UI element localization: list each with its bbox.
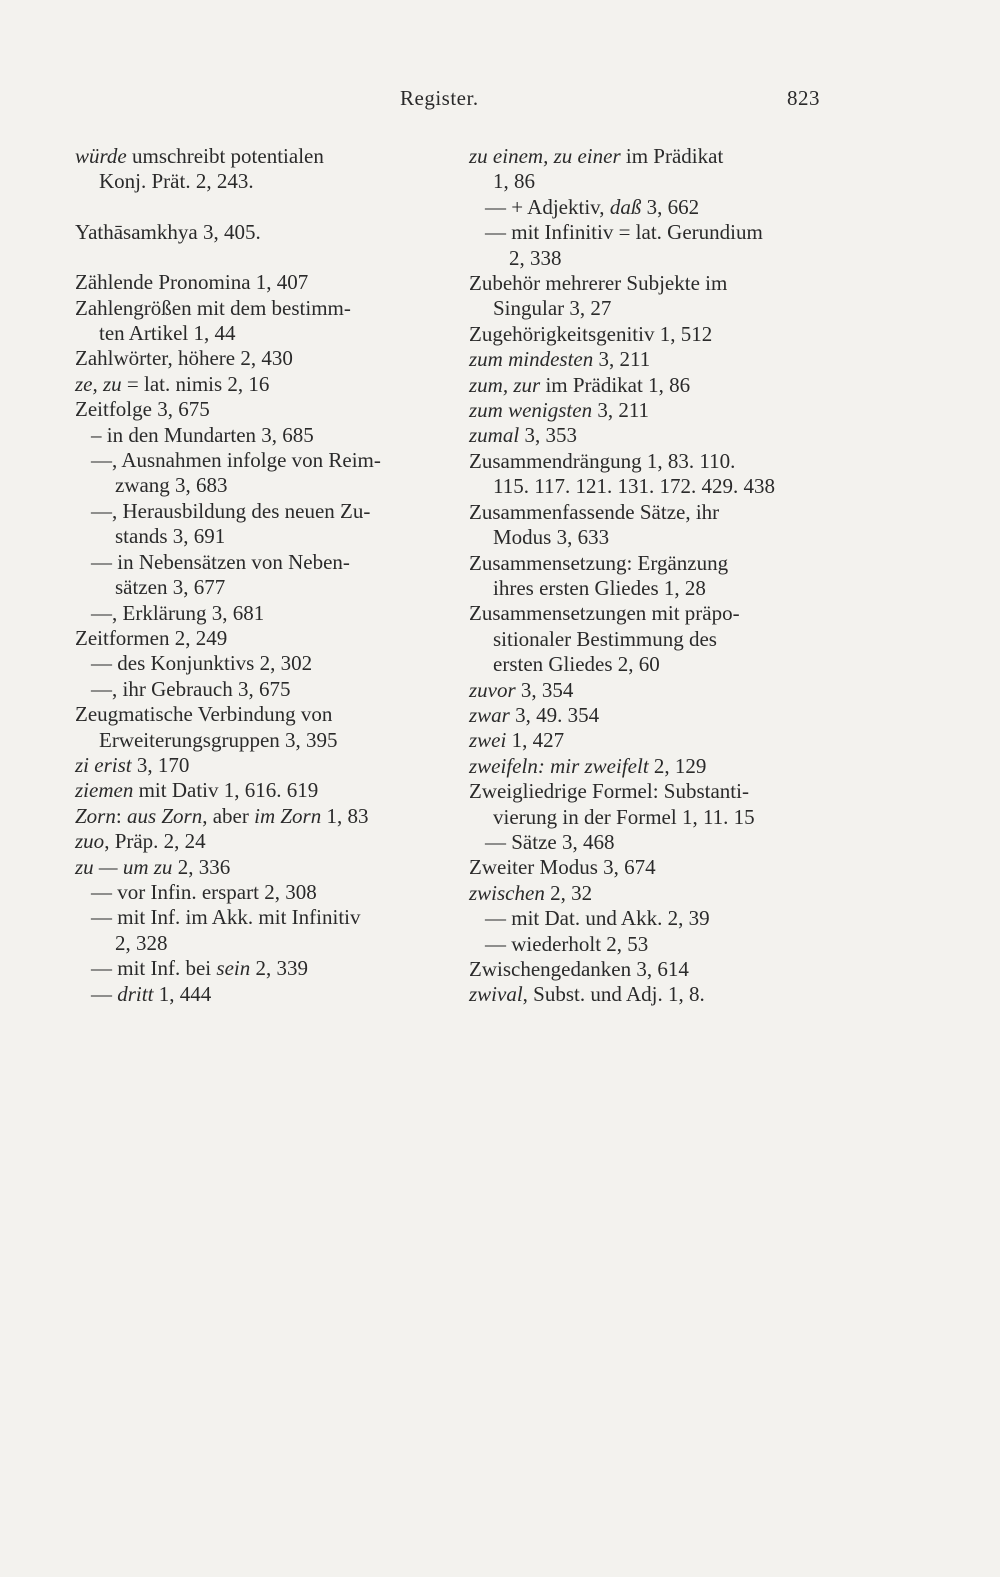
entry-line: [91, 448, 381, 472]
entry-text: Yathāsamkhya 3, 405.: [75, 219, 261, 244]
entry-text: Zusammensetzungen mit präpo-: [469, 601, 740, 626]
index-entry: [75, 601, 437, 626]
entry-line: [75, 829, 206, 853]
entry-text: 2, 339: [250, 956, 308, 981]
entry-text: 1, 427: [506, 728, 565, 753]
entry-text: Zahlwörter, höhere 2, 430: [75, 346, 293, 371]
index-entry: [469, 881, 835, 906]
entry-line: [91, 982, 211, 1006]
index-entry: [75, 550, 437, 601]
entry-text: Zweiter Modus 3, 674: [469, 855, 656, 880]
entry-text: mit Dativ 1, 616. 619: [133, 778, 319, 803]
entry-text: Zweigliedrige Formel: Substanti-: [469, 779, 749, 804]
entry-continuation: [75, 169, 437, 194]
entry-text: im Prädikat: [620, 144, 724, 168]
entry-continuation: [91, 575, 437, 600]
index-entry: [75, 778, 437, 803]
entry-continuation: [91, 931, 437, 956]
entry-line: [469, 855, 656, 879]
index-entry: [469, 678, 835, 703]
entry-text: – in den Mundarten 3, 685: [91, 422, 314, 447]
entry-line: [75, 346, 293, 370]
entry-line: [91, 677, 290, 701]
index-entry: [469, 703, 835, 728]
entry-line: [485, 906, 710, 930]
index-entry: [469, 932, 835, 957]
italic-term: zwischen: [469, 880, 545, 905]
entry-continuation: [469, 805, 835, 830]
entry-text: — mit Infinitiv = lat. Gerundium: [485, 220, 763, 245]
page-header: [0, 86, 1000, 116]
entry-line: [485, 830, 614, 854]
entry-line: [75, 626, 227, 650]
index-entry: [469, 373, 835, 398]
entry-text: Zubehör mehrerer Subjekte im: [469, 271, 728, 296]
entry-text: 3, 211: [592, 398, 650, 423]
entry-line: [75, 397, 210, 421]
entry-text: sätzen 3, 677: [115, 575, 226, 600]
italic-term: zwei: [469, 728, 507, 753]
index-entry: [469, 728, 835, 753]
entry-text: , Präp. 2, 24: [104, 829, 206, 854]
index-entry: [75, 626, 437, 651]
entry-line: [91, 601, 264, 625]
italic-term: ziemen: [75, 778, 134, 803]
index-entry: [469, 957, 835, 982]
entry-continuation: [91, 524, 437, 549]
index-entry: [469, 423, 835, 448]
entry-text: Zwischengedanken 3, 614: [469, 957, 689, 981]
italic-term: zwival: [469, 982, 523, 1007]
index-entry: [469, 322, 835, 347]
index-entry: [75, 397, 437, 422]
entry-line: [485, 195, 699, 219]
index-entry: [75, 677, 437, 702]
index-entry: [75, 270, 437, 295]
entry-line: [485, 932, 648, 956]
entry-text: Zusammensetzung: Ergänzung: [469, 550, 729, 575]
entry-text: zwang 3, 683: [115, 473, 228, 498]
entry-line: [91, 550, 350, 574]
entry-line: [75, 220, 261, 244]
italic-term: zwar: [469, 702, 510, 727]
entry-text: , aber: [202, 803, 255, 828]
running-head: Register.: [400, 86, 479, 110]
index-entry: [75, 448, 437, 499]
italic-term: sein: [216, 956, 251, 981]
entry-text: Zeitformen 2, 249: [75, 625, 228, 650]
entry-text: — + Adjektiv,: [485, 194, 610, 219]
entry-text: Zeugmatische Verbindung von: [75, 702, 333, 727]
entry-text: —, Herausbildung des neuen Zu-: [91, 498, 371, 523]
italic-term: daß: [609, 194, 642, 219]
italic-term: aus Zorn: [126, 803, 203, 828]
entry-continuation: [485, 246, 835, 271]
entry-text: — Sätze 3, 468: [485, 829, 615, 854]
index-entry: [469, 551, 835, 602]
entry-text: , Subst. und Adj. 1, 8.: [522, 982, 705, 1007]
entry-text: Zählende Pronomina 1, 407: [75, 270, 309, 295]
entry-text: :: [115, 803, 127, 828]
entry-continuation: [75, 321, 437, 346]
entry-line: [469, 500, 719, 524]
index-entry: [469, 500, 835, 551]
entry-line: [469, 728, 564, 752]
entry-text: 1, 86: [493, 169, 535, 194]
entry-text: ihres ersten Gliedes 1, 28: [493, 575, 706, 600]
entry-text: — in Nebensätzen von Neben-: [91, 549, 350, 574]
entry-line: [75, 372, 269, 396]
entry-line: [75, 804, 368, 828]
entry-text: Konj. Prät. 2, 243.: [99, 169, 254, 194]
entry-line: [75, 778, 318, 802]
entry-text: — wiederholt 2, 53: [485, 931, 649, 956]
index-entry: [469, 830, 835, 855]
entry-text: stands 3, 691: [115, 524, 226, 549]
entry-line: [469, 957, 689, 981]
index-entry: [75, 753, 437, 778]
index-entry: [75, 296, 437, 347]
entry-text: 2, 328: [115, 930, 168, 955]
index-column-left: [75, 144, 437, 1007]
entry-text: 1, 444: [153, 981, 212, 1006]
entry-line: [75, 702, 332, 726]
entry-line: [469, 678, 573, 702]
index-entry: [469, 855, 835, 880]
entry-text: —: [91, 981, 118, 1006]
index-entry: [75, 804, 437, 829]
entry-text: vierung in der Formel 1, 11. 15: [493, 804, 755, 829]
index-entry: [75, 499, 437, 550]
entry-text: —, Ausnahmen infolge von Reim-: [91, 448, 381, 473]
italic-term: zum, zur: [469, 372, 541, 397]
italic-term: zuvor: [469, 677, 516, 702]
entry-line: [469, 982, 705, 1006]
entry-line: [469, 449, 735, 473]
entry-line: [469, 144, 723, 168]
entry-text: 2, 32: [544, 880, 593, 905]
entry-text: 2, 338: [509, 245, 562, 270]
index-column-right: [469, 144, 835, 1008]
entry-text: 3, 170: [131, 752, 190, 777]
italic-term: zweifeln: mir zweifelt: [469, 753, 649, 778]
italic-term: zu — um zu: [75, 854, 173, 879]
entry-line: [469, 373, 690, 397]
entry-text: —, Erklärung 3, 681: [91, 600, 265, 625]
index-entry: [75, 829, 437, 854]
index-entry: [469, 754, 835, 779]
entry-text: — mit Inf. im Akk. mit Infinitiv: [91, 905, 361, 930]
entry-line: [91, 499, 370, 523]
entry-text: 3, 354: [515, 677, 574, 702]
index-entry: [75, 372, 437, 397]
index-entry: [75, 880, 437, 905]
entry-text: Singular 3, 27: [493, 296, 612, 321]
italic-term: würde: [75, 144, 127, 168]
italic-term: zum mindesten: [469, 347, 594, 372]
entry-line: [469, 322, 712, 346]
entry-text: 3, 662: [641, 194, 700, 219]
entry-line: [469, 398, 649, 422]
entry-text: Erweiterungsgruppen 3, 395: [99, 727, 338, 752]
entry-continuation: [469, 627, 835, 652]
index-entry: [75, 346, 437, 371]
entry-text: — vor Infin. erspart 2, 308: [91, 879, 317, 904]
index-entry: [75, 702, 437, 753]
entry-line: [91, 651, 312, 675]
entry-line: [91, 880, 317, 904]
index-entry: [469, 601, 835, 677]
entry-text: 3, 211: [593, 347, 651, 372]
entry-line: [469, 779, 749, 803]
entry-line: [75, 144, 324, 168]
entry-text: im Prädikat 1, 86: [540, 372, 691, 397]
entry-line: [469, 551, 728, 575]
entry-line: [469, 881, 592, 905]
entry-text: 1, 83: [321, 803, 369, 828]
entry-continuation: [469, 576, 835, 601]
entry-text: sitionaler Bestimmung des: [493, 626, 717, 651]
index-entry: [75, 956, 437, 981]
entry-text: 115. 117. 121. 131. 172. 429. 438: [493, 474, 775, 499]
index-entry: [75, 982, 437, 1007]
entry-text: = lat. nimis 2, 16: [121, 371, 270, 396]
entry-line: [91, 423, 314, 447]
italic-term: zumal: [469, 423, 520, 448]
entry-continuation: [469, 296, 835, 321]
entry-line: [469, 703, 599, 727]
index-entry: [469, 220, 835, 271]
entry-continuation: [469, 474, 835, 499]
index-entry: [469, 449, 835, 500]
entry-line: [469, 271, 727, 295]
entry-text: Zeitfolge 3, 675: [75, 397, 210, 422]
entry-continuation: [75, 728, 437, 753]
index-entry: [469, 144, 835, 195]
entry-line: [75, 753, 189, 777]
entry-text: Zugehörigkeitsgenitiv 1, 512: [469, 321, 713, 346]
index-entry: [469, 779, 835, 830]
index-entry: [75, 220, 437, 245]
entry-line: [469, 347, 650, 371]
entry-continuation: [91, 473, 437, 498]
entry-line: [75, 855, 230, 879]
index-entry: [75, 144, 437, 195]
italic-term: ze, zu: [75, 371, 122, 396]
index-entry: [469, 271, 835, 322]
index-entry: [469, 398, 835, 423]
entry-text: 3, 49. 354: [509, 702, 600, 727]
index-entry: [75, 905, 437, 956]
entry-text: 3, 353: [519, 423, 577, 448]
entry-line: [469, 423, 577, 447]
italic-term: zu einem, zu einer: [469, 144, 621, 168]
index-entry: [469, 347, 835, 372]
entry-line: [91, 956, 308, 980]
entry-line: [75, 270, 308, 294]
entry-text: — des Konjunktivs 2, 302: [91, 651, 313, 676]
entry-text: umschreibt potentialen: [126, 144, 324, 168]
entry-continuation: [469, 652, 835, 677]
index-entry: [75, 423, 437, 448]
entry-continuation: [469, 169, 835, 194]
italic-term: im Zorn: [254, 803, 322, 828]
italic-term: dritt: [117, 981, 154, 1006]
index-entry: [469, 982, 835, 1007]
page-number: 823: [787, 86, 820, 110]
entry-text: Zusammendrängung 1, 83. 110.: [469, 448, 736, 473]
entry-line: [469, 601, 740, 625]
entry-text: 2, 336: [172, 854, 231, 879]
entry-text: 2, 129: [648, 753, 707, 778]
entry-line: [91, 905, 361, 929]
entry-line: [469, 754, 706, 778]
entry-text: — mit Inf. bei: [91, 956, 217, 981]
index-entry: [469, 195, 835, 220]
index-entry: [469, 906, 835, 931]
entry-continuation: [469, 525, 835, 550]
entry-line: [485, 220, 763, 244]
index-entry: [75, 855, 437, 880]
entry-text: Zahlengrößen mit dem bestimm-: [75, 295, 351, 320]
entry-text: Modus 3, 633: [493, 525, 610, 550]
entry-line: [75, 296, 351, 320]
italic-term: zi erist: [75, 752, 132, 777]
italic-term: zuo: [75, 829, 105, 854]
index-entry: [75, 651, 437, 676]
entry-text: ten Artikel 1, 44: [99, 321, 236, 346]
entry-text: —, ihr Gebrauch 3, 675: [91, 676, 291, 701]
entry-text: — mit Dat. und Akk. 2, 39: [485, 906, 710, 931]
italic-term: zum wenigsten: [469, 398, 593, 423]
italic-term: Zorn: [75, 803, 116, 828]
entry-text: Zusammenfassende Sätze, ihr: [469, 499, 720, 524]
entry-text: ersten Gliedes 2, 60: [493, 652, 660, 677]
